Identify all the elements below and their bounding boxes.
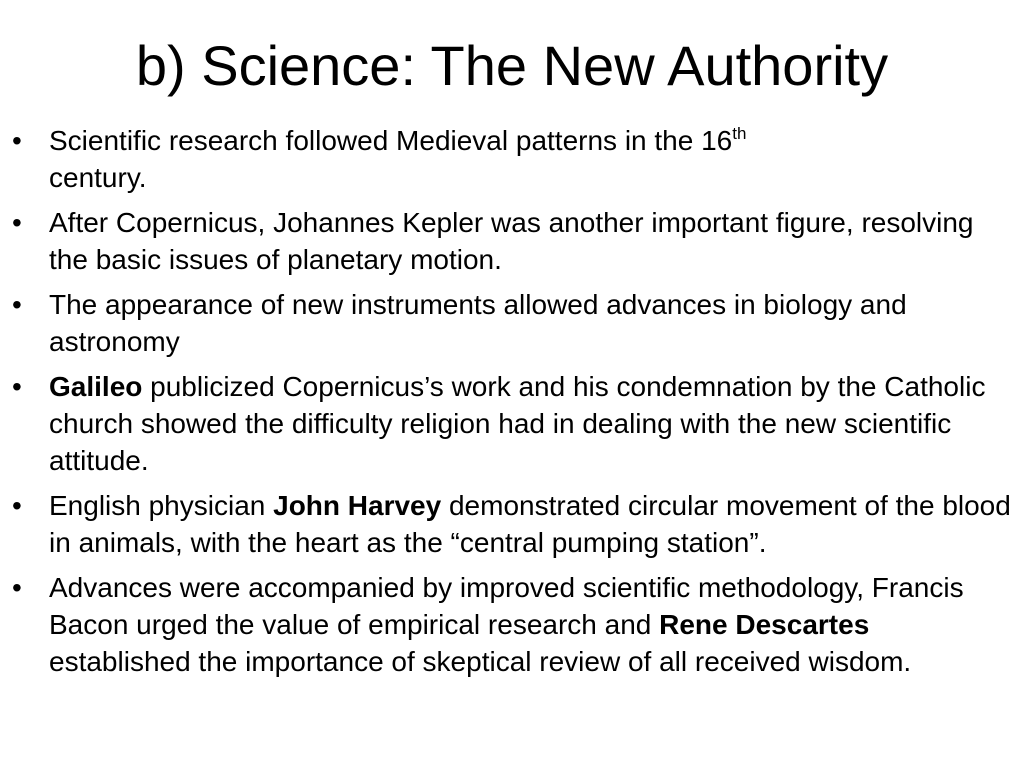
bullet-text: The appearance of new instruments allowed advances in biology and astronomy	[49, 289, 907, 357]
bullet-icon: •	[12, 371, 22, 402]
bullet-icon: •	[12, 207, 22, 238]
bullet-text: After Copernicus, Johannes Kepler was another important figure, resolving the basic issues of planetary motion.	[49, 207, 974, 275]
bullet-text: established the importance of skeptical review of all received wisdom.	[49, 646, 912, 677]
bullet-text: Scientific research followed Medieval patterns in the 16	[49, 125, 733, 156]
bullet-icon: •	[12, 572, 22, 603]
bullet-text: demonstrated circular movement of the blood in animals, with the heart as the “central pumping station”.	[49, 490, 1011, 558]
bullet-bold-name: Galileo	[49, 371, 143, 402]
bullet-text-lead: Advances were accompanied by improved scientific methodology, Francis Bacon urged the value of empirical research and	[49, 572, 964, 640]
bullet-icon: •	[12, 289, 22, 320]
slide-title: b) Science: The New Authority	[135, 34, 889, 97]
bullet-text: publicized Copernicus’s work and his condemnation by the Catholic church showed the difficulty religion had in dealing with the new scientific attitude.	[49, 371, 986, 476]
bullet-item-instruments	[12, 286, 1016, 360]
bullet-item-galileo	[12, 368, 1016, 479]
bullet-item-kepler	[12, 204, 1016, 278]
bullet-bold-name: Rene Descartes	[659, 609, 870, 640]
bullet-item-research-patterns	[12, 122, 1016, 196]
superscript-ordinal: th	[732, 124, 747, 143]
bullet-icon: •	[12, 125, 22, 156]
bullet-item-harvey	[12, 487, 1016, 561]
bullet-text-lead: English physician	[49, 490, 274, 521]
bullet-icon: •	[12, 490, 22, 521]
bullet-item-methodology	[12, 569, 1016, 680]
bullet-text-continued: century.	[49, 162, 147, 193]
bullet-bold-name: John Harvey	[273, 490, 442, 521]
bullet-list	[12, 122, 1016, 688]
